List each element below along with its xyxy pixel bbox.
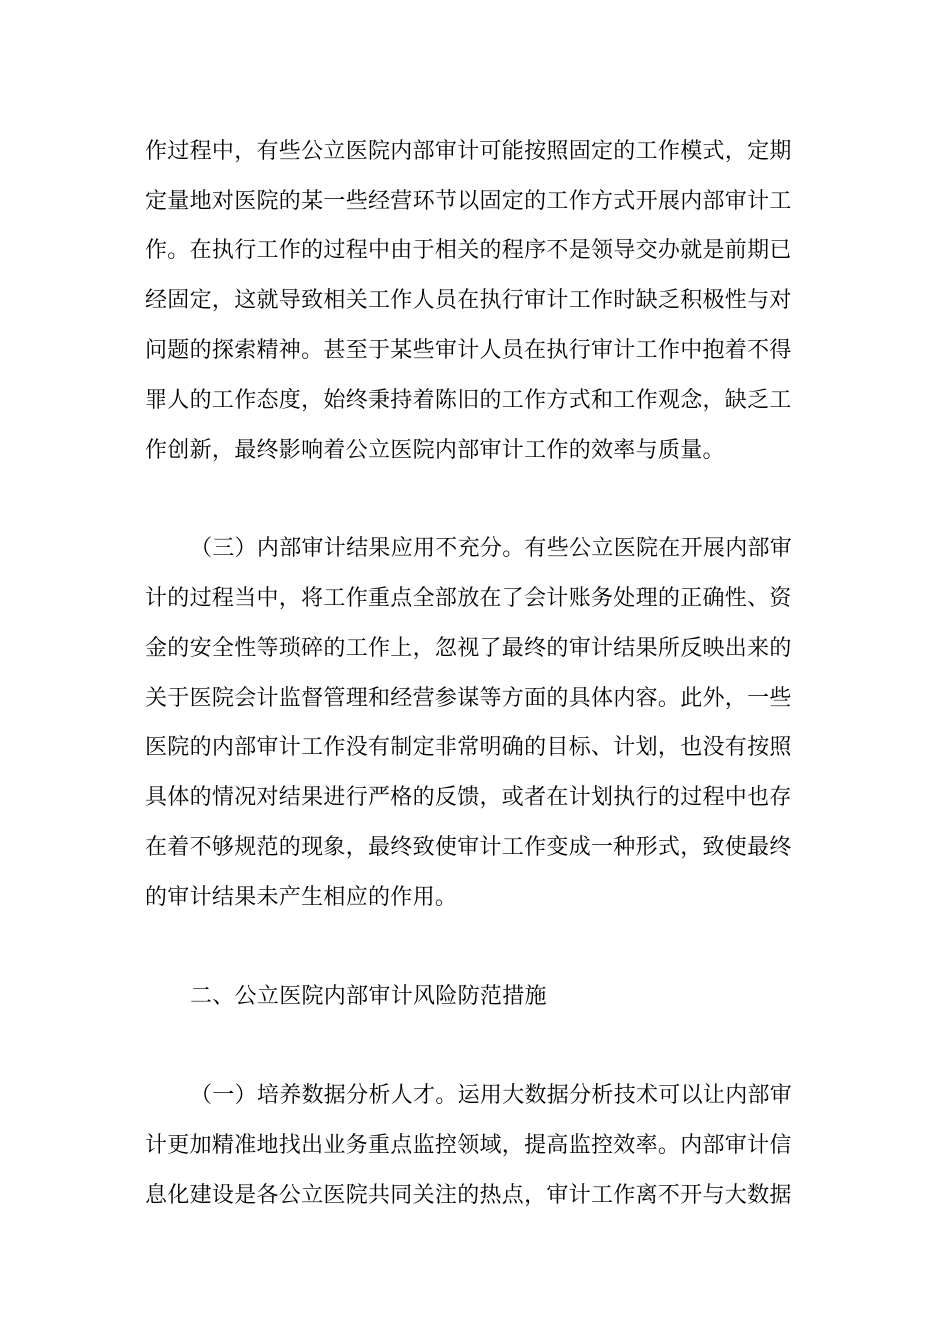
text-line: 息化建设是各公立医院共同关注的热点，审计工作离不开与大数据 bbox=[145, 1183, 792, 1208]
text-line: （三）内部审计结果应用不充分。有些公立医院在开展内部审 bbox=[190, 536, 793, 561]
text-line: 的审计结果未产生相应的作用。 bbox=[145, 885, 458, 910]
text-line: 作过程中，有些公立医院内部审计可能按照固定的工作模式，定期 bbox=[145, 139, 792, 164]
text-line: 医院的内部审计工作没有制定非常明确的目标、计划，也没有按照 bbox=[145, 735, 792, 760]
text-line: 金的安全性等琐碎的工作上，忽视了最终的审计结果所反映出来的 bbox=[145, 636, 792, 661]
text-line: 关于医院会计监督管理和经营参谋等方面的具体内容。此外，一些 bbox=[145, 686, 792, 711]
text-line: 罪人的工作态度，始终秉持着陈旧的工作方式和工作观念，缺乏工 bbox=[145, 388, 792, 413]
text-line: 作创新，最终影响着公立医院内部审计工作的效率与质量。 bbox=[145, 438, 725, 463]
text-line: 具体的情况对结果进行严格的反馈，或者在计划执行的过程中也存 bbox=[145, 785, 792, 810]
text-line: 经固定，这就导致相关工作人员在执行审计工作时缺乏积极性与对 bbox=[145, 288, 792, 313]
heading-line: 二、公立医院内部审计风险防范措施 bbox=[190, 984, 547, 1009]
text-line: 计更加精准地找出业务重点监控领域，提高监控效率。内部审计信 bbox=[145, 1133, 792, 1158]
text-line: 计的过程当中，将工作重点全部放在了会计账务处理的正确性、资 bbox=[145, 586, 792, 611]
text-line: 问题的探索精神。甚至于某些审计人员在执行审计工作中抱着不得 bbox=[145, 338, 792, 363]
text-line: 作。在执行工作的过程中由于相关的程序不是领导交办就是前期已 bbox=[145, 238, 792, 263]
text-line: （一）培养数据分析人才。运用大数据分析技术可以让内部审 bbox=[190, 1083, 793, 1108]
text-line: 定量地对医院的某一些经营环节以固定的工作方式开展内部审计工 bbox=[145, 189, 792, 214]
text-line: 在着不够规范的现象，最终致使审计工作变成一种形式，致使最终 bbox=[145, 835, 792, 860]
